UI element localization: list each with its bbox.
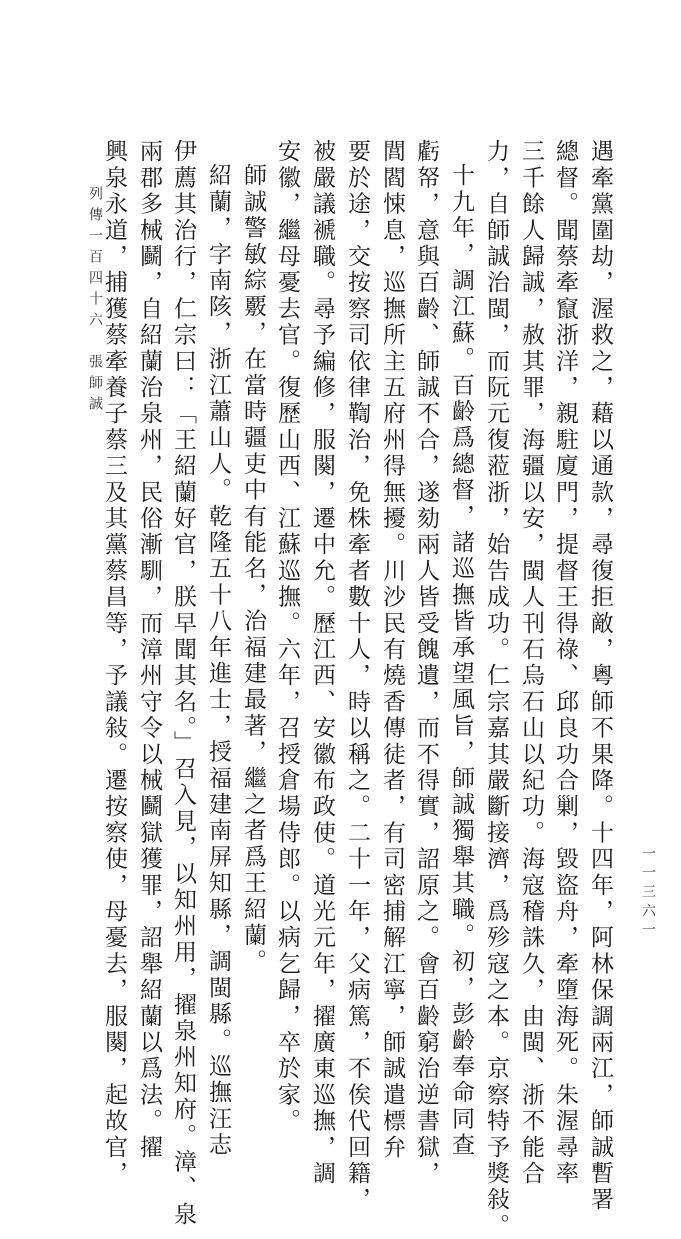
text-column-9: 被嚴議褫職。尋予編修，服闋，遷中允。歷江西、安徽布政使。道光元年，擢廣東巡撫，調 — [309, 139, 335, 1187]
running-head: 列傳一百四十六 張師誠 — [87, 186, 103, 417]
text-column-8: 要於途，交按察司依律鞫治，免株牽者數十人，時以稱之。二十一年，父病篤，不俟代回籍， — [344, 139, 370, 1214]
text-column-2: 總督。聞蔡牽竄浙洋，親駐廈門，提督王得祿、邱良功合剿，毀盜舟，牽墮海死。朱渥尋率 — [552, 139, 578, 1187]
text-column-7: 閭閻悚息，巡撫所主五府州得無擾。川沙民有燒香傳徒者，有司密捕解江寧，師誠遣標弁 — [379, 139, 405, 1161]
text-column-13: 伊薦其治行，仁宗曰：「王紹蘭好官，朕早聞其名。」召入見，以知州用，擢泉州知府。漳、泉 — [170, 139, 196, 1228]
text-column-5: 十九年，調江蘇。百齡爲總督，諸巡撫皆承望風旨，師誠獨舉其職。初，彭齡奉命同查 — [448, 163, 474, 1159]
text-column-11: 師誠警敏綜覈，在當時疆吏中有能名，治福建最著，繼之者爲王紹蘭。 — [240, 163, 266, 976]
text-column-6: 虧帑，意與百齡、師誠不合，遂劾兩人皆受餽遺，而不得實，詔原之。會百齡窮治逆書獄， — [413, 139, 439, 1187]
page-number: 一一三六一 — [640, 846, 656, 941]
text-column-14: 兩郡多械鬬，自紹蘭治泉州，民俗漸馴，而漳州守令以械鬬獄獲罪，詔舉紹蘭以爲法。擢 — [136, 139, 162, 1161]
text-column-3: 三千餘人歸誠，赦其罪，海疆以安，閩人刊石烏石山以紀功。海寇稽誅久，由閩、浙不能合 — [518, 139, 544, 1187]
text-column-4: 力，自師誠治閩，而阮元復蒞浙，始告成功。仁宗嘉其嚴斷接濟，爲殄寇之本。京察特予獎敍。 — [483, 139, 509, 1239]
text-column-12: 紹蘭，字南陔，浙江蕭山人。乾隆五十八年進士，授福建南屏知縣，調閩縣。巡撫汪志 — [205, 163, 231, 1159]
text-column-10: 安徽，繼母憂去官。復歷山西、江蘇巡撫。六年，召授倉場侍郎。以病乞歸，卒於家。 — [274, 139, 300, 1135]
text-column-1: 遇牽黨圍劫，渥救之，藉以通款，尋復拒敵，粵師不果降。十四年，阿林保調兩江，師誠暫署 — [587, 139, 613, 1214]
text-column-15: 興泉永道，捕獲蔡牽養子蔡三及其黨蔡昌等，予議敍。遷按察使，母憂去，服闋，起故官， — [101, 139, 127, 1187]
